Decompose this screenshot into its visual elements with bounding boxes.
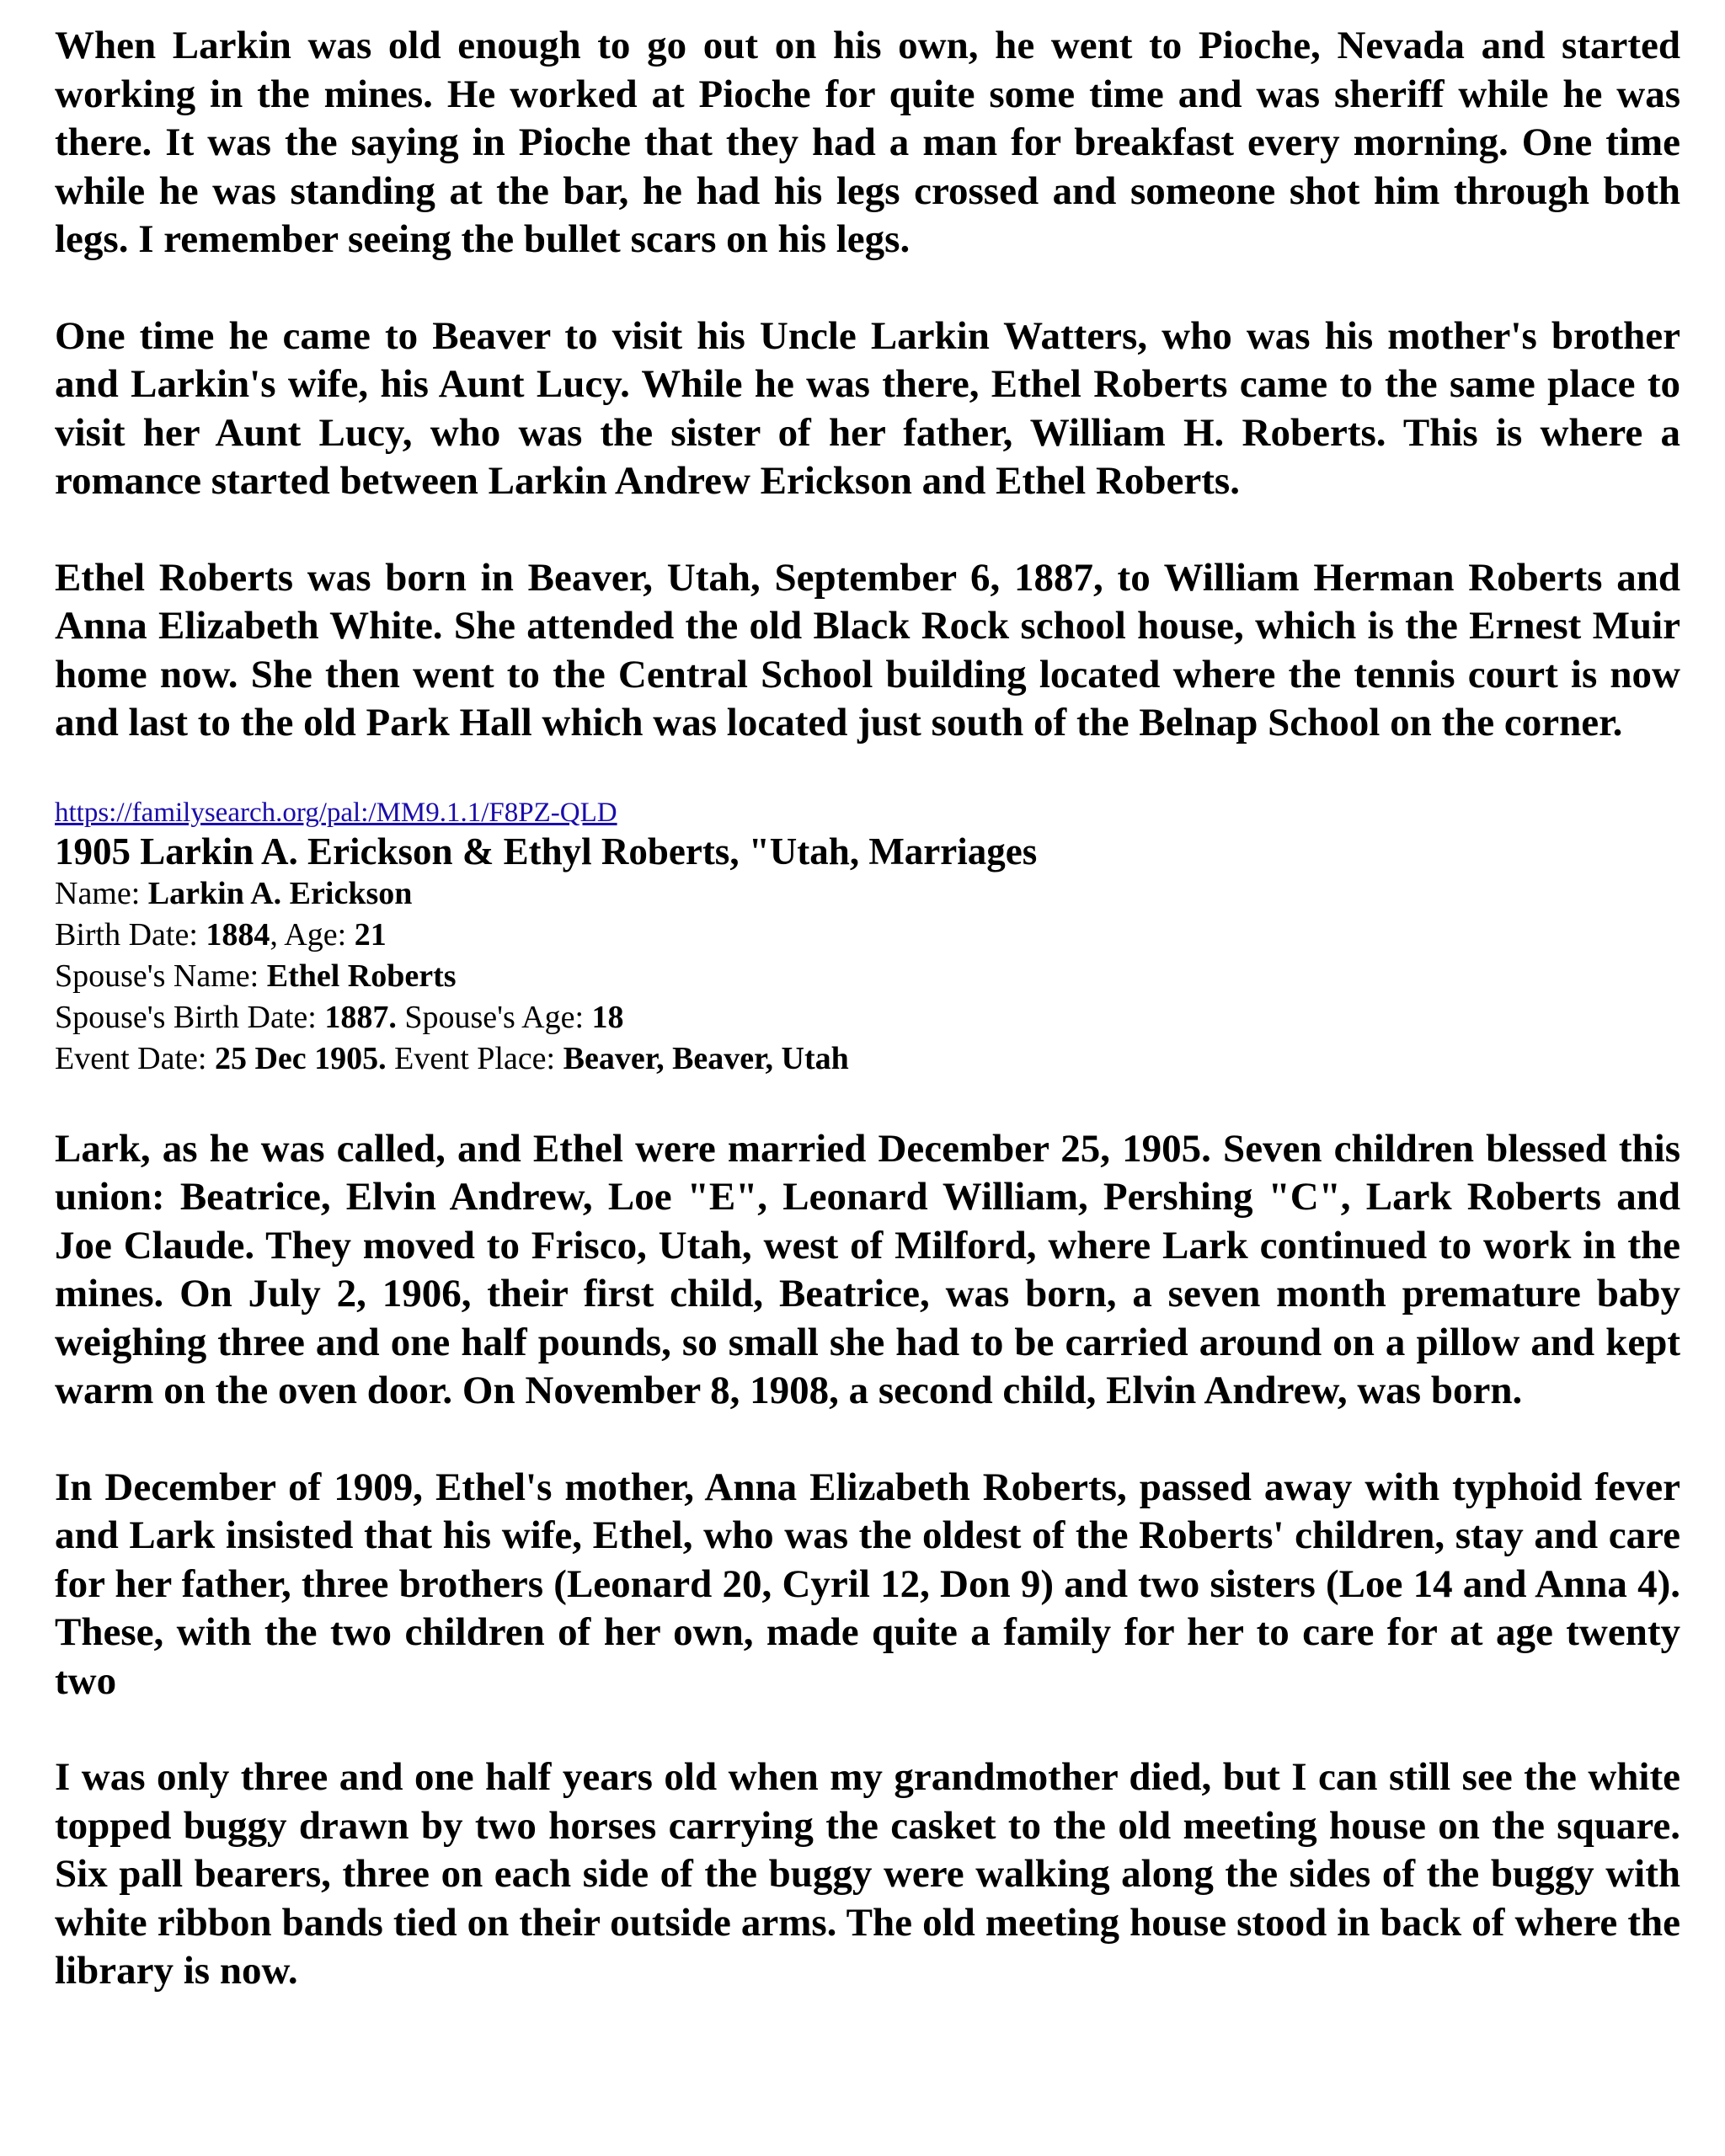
record-name-line (55, 873, 1680, 915)
spouse-age-value: 18 (591, 999, 624, 1035)
paragraph-anna-death: In December of 1909, Ethel's mother, Anna Elizabeth Roberts, passed away with typhoid fever and Lark insisted that his wife, Ethel, who was the oldest of the Roberts' children, stay and care for her father, three brothers (Leonard 20, Cyril 12, Don 9) and two sisters (Loe 14 and Anna 4). These, with the two children of her own, made quite a family for her to care for at age twenty two (55, 1465, 1680, 1703)
paragraph-ethel-birth: Ethel Roberts was born in Beaver, Utah, September 6, 1887, to William Herman Roberts and Anna Elizabeth White. She attended the old Black Rock school house, which is the Ernest Muir home now. She then went to the Central School building located where the tennis court is now and last to the old Park Hall which was located just south of the Belnap School on the corner. (55, 555, 1680, 744)
birth-date-value: 1884 (206, 916, 270, 953)
spouse-name-value: Ethel Roberts (266, 958, 457, 994)
name-label: Name: (55, 875, 148, 911)
record-spouse-line (55, 956, 1680, 997)
paragraph-funeral-memory: I was only three and one half years old when my grandmother died, but I can still see the white topped buggy drawn by two horses carrying the casket to the old meeting house on the square. Six pall bearers, three on each side of the buggy were walking along the sides of the buggy with white ribbon bands tied on their outside arms. The old meeting house stood in back of where the library is now. (55, 1755, 1680, 1993)
spouse-birth-date-label: Spouse's Birth Date: (55, 999, 325, 1035)
birth-date-label: Birth Date: (55, 916, 206, 953)
event-date-label: Event Date: (55, 1040, 215, 1076)
record-birth-line (55, 915, 1680, 956)
document-page (55, 22, 1680, 1996)
spouse-name-label: Spouse's Name: (55, 958, 267, 994)
record-heading: 1905 Larkin A. Erickson & Ethyl Roberts, "Utah, Marriages (55, 830, 1038, 873)
paragraph-marriage: Lark, as he was called, and Ethel were married December 25, 1905. Seven children blessed this union: Beatrice, Elvin Andrew, Loe "E", Leonard William, Pershing "C", Lark Roberts and Joe Claude. They moved to Frisco, Utah, west of Milford, where Lark continued to work in the mines. On July 2, 1906, their first child, Beatrice, was born, a seven month premature baby weighing three and one half pounds, so small she had to be carried around on a pillow and kept warm on the oven door. On November 8, 1908, a second child, Elvin Andrew, was born. (55, 1126, 1680, 1412)
age-value: 21 (354, 916, 387, 953)
marriage-record (55, 796, 1680, 1080)
age-label: , Age: (270, 916, 355, 953)
event-place-value: Beaver, Beaver, Utah (563, 1040, 849, 1076)
name-value: Larkin A. Erickson (147, 875, 413, 911)
spouse-age-label: Spouse's Age: (396, 999, 592, 1035)
event-date-value: 25 Dec 1905. (214, 1040, 387, 1076)
event-place-label: Event Place: (386, 1040, 563, 1076)
paragraph-beaver-visit: One time he came to Beaver to visit his Uncle Larkin Watters, who was his mother's brother and Larkin's wife, his Aunt Lucy. While he was there, Ethel Roberts came to the same place to visit her Aunt Lucy, who was the sister of her father, William H. Roberts. This is where a romance started between Larkin Andrew Erickson and Ethel Roberts. (55, 313, 1680, 503)
paragraph-pioche: When Larkin was old enough to go out on his own, he went to Pioche, Nevada and started working in the mines. He worked at Pioche for quite some time and was sheriff while he was there. It was the saying in Pioche that they had a man for breakfast every morning. One time while he was standing at the bar, he had his legs crossed and someone shot him through both legs. I remember seeing the bullet scars on his legs. (55, 24, 1680, 261)
spouse-birth-date-value: 1887. (324, 999, 397, 1035)
familysearch-link[interactable]: https://familysearch.org/pal:/MM9.1.1/F8PZ-QLD (55, 797, 617, 828)
record-event-line (55, 1038, 1680, 1080)
record-spouse-birth-line (55, 997, 1680, 1038)
